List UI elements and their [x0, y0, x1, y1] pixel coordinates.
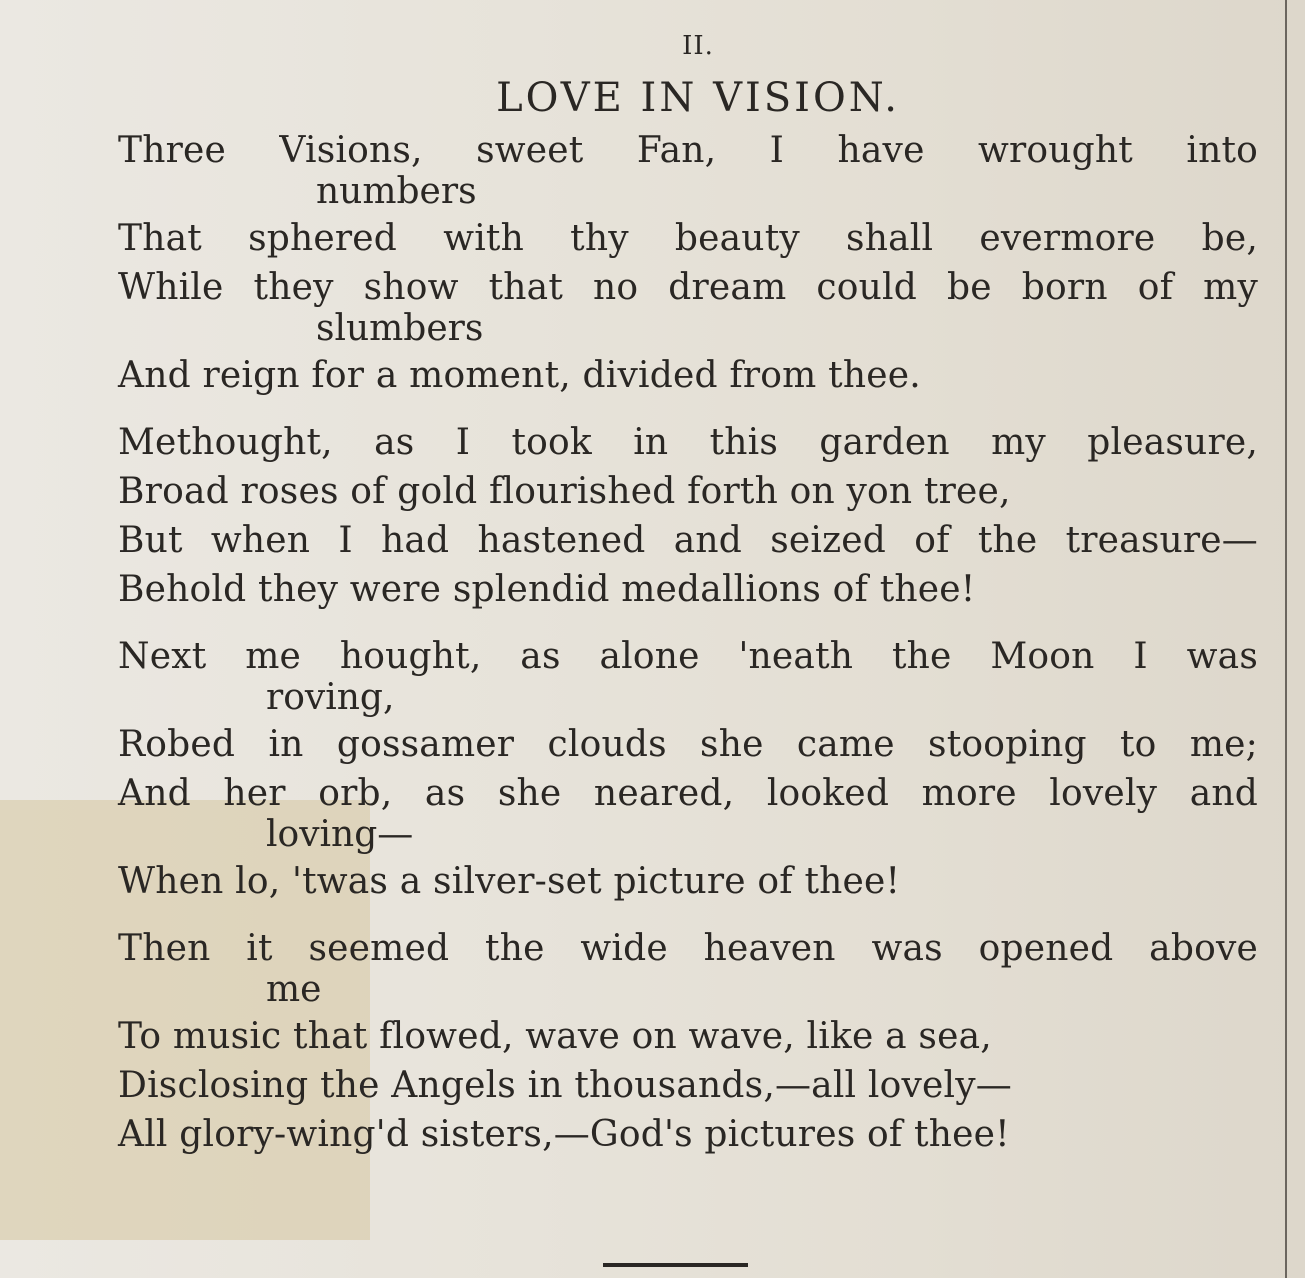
poem-line: Robed in gossamer clouds she came stooping to me; [118, 724, 1258, 765]
poem-line: Next me hought, as alone 'neath the Moon I was [118, 636, 1258, 677]
poem [118, 28, 1258, 1159]
poem-title: LOVE IN VISION. [496, 75, 900, 121]
poem-line-continuation: loving— [266, 814, 414, 855]
poem-line: To music that flowed, wave on wave, like a sea, [118, 1016, 992, 1057]
poem-line-continuation: me [266, 969, 322, 1010]
closing-rule [603, 1263, 748, 1267]
poem-line: Disclosing the Angels in thousands,—all lovely— [118, 1065, 1012, 1106]
poem-line: Behold they were splendid medallions of thee! [118, 569, 976, 610]
poem-line-continuation: numbers [316, 171, 477, 212]
column-rule [1285, 0, 1287, 1278]
poem-line: And reign for a moment, divided from thee. [118, 355, 921, 396]
poem-line: While they show that no dream could be born of my [118, 267, 1258, 308]
poem-line: Methought, as I took in this garden my pleasure, [118, 422, 1258, 463]
stanza-3 [118, 632, 1258, 906]
stanza-2 [118, 418, 1258, 614]
poem-line: All glory-wing'd sisters,—God's pictures of thee! [118, 1114, 1010, 1155]
poem-line: Then it seemed the wide heaven was opened above [118, 928, 1258, 969]
stanza-4 [118, 924, 1258, 1159]
stanza-1 [118, 126, 1258, 400]
poem-line: When lo, 'twas a silver-set picture of thee! [118, 861, 901, 902]
poem-line: But when I had hastened and seized of the treasure— [118, 520, 1258, 561]
poem-line-continuation: roving, [266, 677, 395, 718]
poem-line-continuation: slumbers [316, 308, 484, 349]
poem-line: Broad roses of gold flourished forth on yon tree, [118, 471, 1011, 512]
poem-line: And her orb, as she neared, looked more lovely and [118, 773, 1258, 814]
poem-line: Three Visions, sweet Fan, I have wrought into [118, 130, 1258, 171]
poem-number: II. [682, 31, 714, 61]
poem-line: That sphered with thy beauty shall evermore be, [118, 218, 1258, 259]
